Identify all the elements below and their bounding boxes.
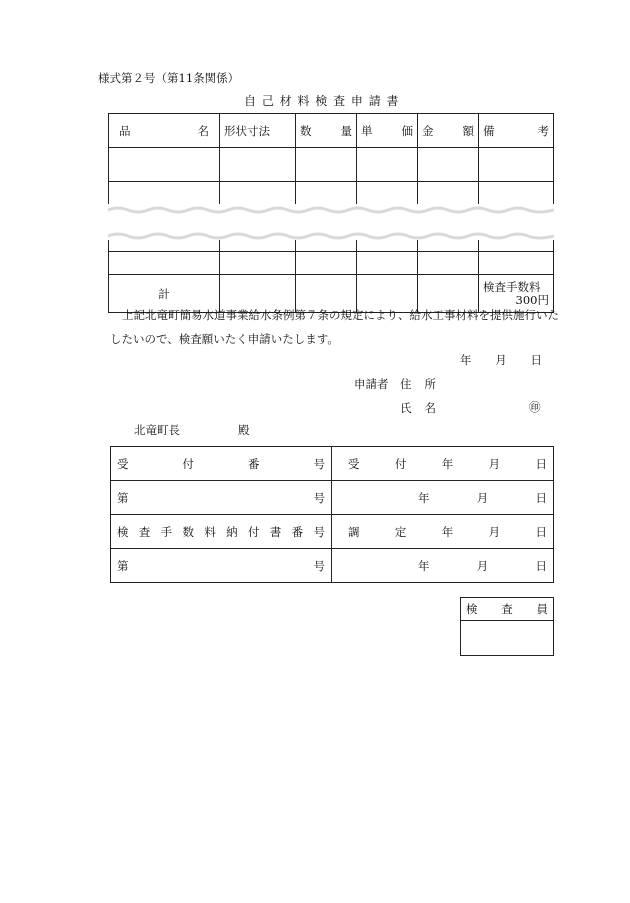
- seal-mark: ㊞: [529, 400, 541, 414]
- application-date: 年 月 日: [460, 353, 542, 367]
- header-amount: 金 額: [418, 114, 479, 148]
- document-title: 自 己 材 料 検 査 申 請 書: [244, 94, 400, 108]
- inspector-box: [460, 597, 554, 656]
- inspection-fee-amount: 300円: [515, 292, 549, 307]
- receipt-table: [110, 446, 554, 583]
- total-label: 計: [109, 275, 220, 313]
- application-statement: 上記北竜町簡易水道事業給水条例第７条の規定により、給水工事材料を提供施行いたしたいので、検査願いたく申請いたします。: [110, 308, 559, 346]
- reception-value-row[interactable]: [111, 481, 554, 515]
- fee-value-row[interactable]: [111, 549, 554, 583]
- row-omission-break: [108, 204, 554, 240]
- material-row[interactable]: [109, 148, 554, 182]
- assessment-date-label: 調 定 年 月 日: [332, 515, 554, 549]
- material-row[interactable]: [109, 252, 554, 275]
- fee-header-row: [111, 515, 554, 549]
- inspection-fee-label: 検査手数料: [483, 279, 541, 294]
- header-item-name: 品 名: [109, 114, 220, 148]
- fee-payment-number-field[interactable]: 第 号: [111, 549, 332, 583]
- applicant-role: 申請者: [354, 377, 389, 391]
- assessment-date-field[interactable]: 年 月 日: [332, 549, 554, 583]
- form-reference: 様式第２号（第11条関係）: [98, 71, 240, 85]
- fee-payment-number-label: 検 査 手 数 料 納 付 書 番 号: [111, 515, 332, 549]
- header-remarks: 備 考: [479, 114, 554, 148]
- reception-date-field[interactable]: 年 月 日: [332, 481, 554, 515]
- header-shape-size: 形状寸法: [220, 114, 296, 148]
- applicant-address-label: 住 所: [400, 377, 436, 391]
- applicant-name-label: 氏 名: [400, 401, 436, 415]
- reception-header-row: [111, 447, 554, 481]
- addressee-honorific: 殿: [238, 423, 250, 437]
- material-header-row: [109, 114, 554, 148]
- header-unit-price: 単 価: [357, 114, 418, 148]
- reception-number-field[interactable]: 第 号: [111, 481, 332, 515]
- reception-number-label: 受 付 番 号: [111, 447, 332, 481]
- inspector-seal-field[interactable]: [461, 621, 554, 656]
- header-quantity: 数 量: [296, 114, 357, 148]
- reception-date-label: 受 付 年 月 日: [332, 447, 554, 481]
- inspector-label: 検 査 員: [461, 598, 554, 621]
- addressee-name: 北竜町長: [134, 423, 180, 437]
